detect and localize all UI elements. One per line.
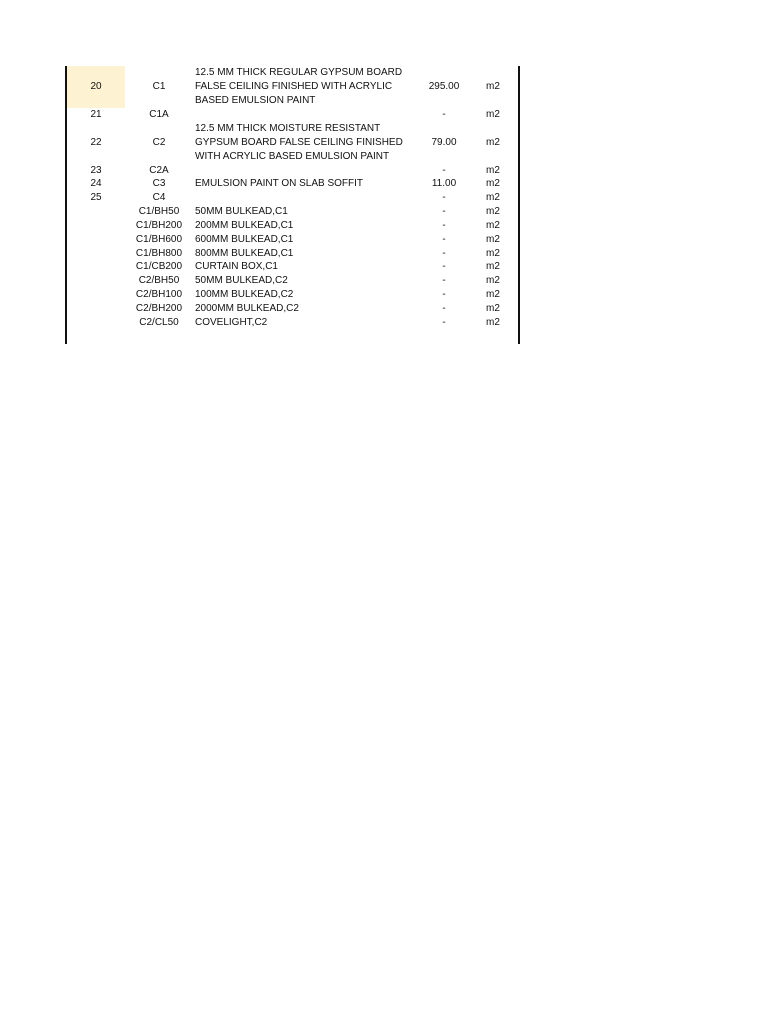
quantity-value: 79.00	[431, 137, 457, 148]
item-code: C1/BH200	[135, 220, 183, 231]
item-number: 21	[90, 109, 102, 120]
description-line: 100MM BULKEAD,C2	[195, 289, 294, 300]
description-line: 800MM BULKEAD,C1	[195, 248, 294, 259]
quantity-value: -	[442, 165, 446, 176]
unit-label: m2	[486, 303, 500, 314]
description-line: COVELIGHT,C2	[195, 317, 268, 328]
quantity-value: -	[442, 248, 446, 259]
description-line: 50MM BULKEAD,C1	[195, 206, 288, 217]
item-code: C1/BH600	[135, 234, 183, 245]
unit-label: m2	[486, 109, 500, 120]
unit-label: m2	[486, 289, 500, 300]
quantity-value: -	[442, 109, 446, 120]
quantity-value: 295.00	[428, 81, 460, 92]
description-line: GYPSUM BOARD FALSE CEILING FINISHED	[195, 137, 403, 148]
description-line: 12.5 MM THICK REGULAR GYPSUM BOARD	[195, 67, 403, 78]
unit-label: m2	[486, 275, 500, 286]
unit-label: m2	[486, 81, 500, 92]
item-code: C1/BH800	[135, 248, 183, 259]
item-number: 22	[90, 137, 102, 148]
item-code: C2/CL50	[139, 317, 179, 328]
item-number: 23	[90, 165, 102, 176]
item-number: 25	[90, 192, 102, 203]
unit-label: m2	[486, 192, 500, 203]
quantity-value: -	[442, 317, 446, 328]
unit-label: m2	[486, 317, 500, 328]
item-code: C4	[152, 192, 166, 203]
item-code: C2/BH200	[135, 303, 183, 314]
item-code: C3	[152, 178, 166, 189]
item-code: C1/BH50	[138, 206, 180, 217]
quantity-value: -	[442, 275, 446, 286]
unit-label: m2	[486, 220, 500, 231]
unit-label: m2	[486, 178, 500, 189]
quantity-value: 11.00	[431, 178, 457, 189]
unit-label: m2	[486, 248, 500, 259]
item-code: C2	[152, 137, 166, 148]
item-code: C1A	[149, 109, 169, 120]
description-line: BASED EMULSION PAINT	[195, 95, 316, 106]
quantity-value: -	[442, 220, 446, 231]
unit-label: m2	[486, 206, 500, 217]
description-line: 200MM BULKEAD,C1	[195, 220, 294, 231]
unit-label: m2	[486, 137, 500, 148]
unit-label: m2	[486, 234, 500, 245]
quantity-value: -	[442, 289, 446, 300]
description-line: 50MM BULKEAD,C2	[195, 275, 288, 286]
quantity-value: -	[442, 261, 446, 272]
description-line: 600MM BULKEAD,C1	[195, 234, 294, 245]
item-code: C1	[152, 81, 166, 92]
item-code: C2A	[149, 165, 169, 176]
quantity-value: -	[442, 303, 446, 314]
quantity-value: -	[442, 192, 446, 203]
description-line: CURTAIN BOX,C1	[195, 261, 278, 272]
unit-label: m2	[486, 261, 500, 272]
description-line: EMULSION PAINT ON SLAB SOFFIT	[195, 178, 363, 189]
item-number: 24	[90, 178, 102, 189]
description-line: 12.5 MM THICK MOISTURE RESISTANT	[195, 123, 381, 134]
item-code: C2/BH100	[135, 289, 183, 300]
description-line: 2000MM BULKEAD,C2	[195, 303, 299, 314]
quantity-value: -	[442, 234, 446, 245]
description-line: FALSE CEILING FINISHED WITH ACRYLIC	[195, 81, 393, 92]
item-code: C2/BH50	[138, 275, 180, 286]
description-line: WITH ACRYLIC BASED EMULSION PAINT	[195, 151, 390, 162]
unit-label: m2	[486, 165, 500, 176]
quantity-value: -	[442, 206, 446, 217]
item-code: C1/CB200	[135, 261, 183, 272]
right-border	[518, 66, 520, 344]
item-number: 20	[90, 81, 102, 92]
